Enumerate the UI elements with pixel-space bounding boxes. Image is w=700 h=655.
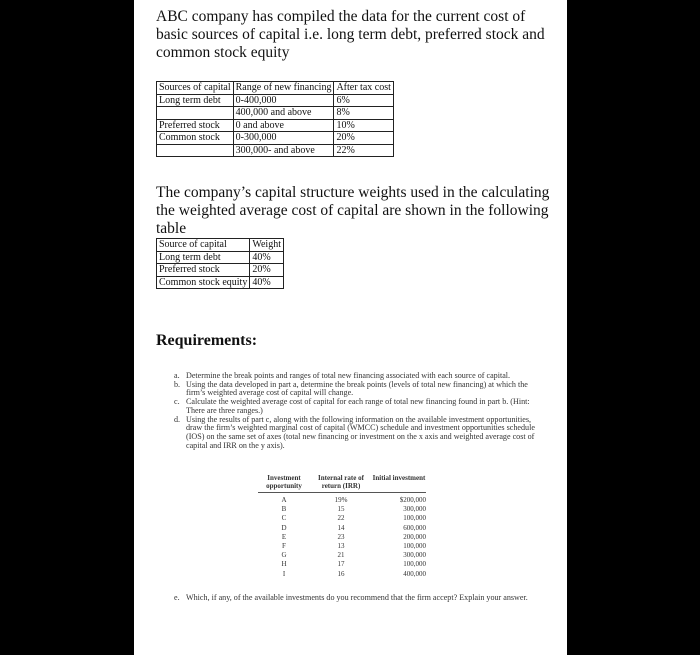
table-cell: 14 — [337, 523, 345, 532]
table-cell — [157, 107, 234, 120]
requirement-item — [174, 416, 546, 451]
table-row — [258, 570, 426, 579]
table-header-row — [157, 82, 394, 95]
requirements-heading: Requirements: — [156, 332, 258, 349]
table-cell: 100,000 — [403, 542, 426, 551]
table-row — [157, 119, 394, 132]
table-cell: 0-400,000 — [233, 94, 334, 107]
requirement-text: Using the data developed in part a, determine the break points (levels of total new financing) at which the firm’s weighted average cost of capital will change. — [186, 379, 528, 398]
table-cell: 15 — [337, 505, 345, 514]
table-cell: 400,000 and above — [233, 107, 334, 120]
table-cell: I — [282, 569, 286, 578]
table-cell: 40% — [250, 251, 284, 264]
table-cell: 22 — [337, 514, 345, 523]
table-row — [157, 132, 394, 145]
requirement-text: Determine the break points and ranges of total new financing associated with each source of capital. — [186, 371, 511, 380]
table-cell: 16 — [337, 569, 345, 578]
question-e-text: Which, if any, of the available investments do you recommend that the firm accept? Explain your answer. — [186, 593, 528, 602]
column-header: Source of capital — [157, 239, 250, 252]
table-cell: 10% — [334, 119, 393, 132]
column-header: Sources of capital — [157, 82, 234, 95]
table-header-row — [157, 239, 284, 252]
table-cell: 13 — [337, 542, 345, 551]
intro-paragraph: ABC company has compiled the data for the current cost of basic sources of capital i.e. long term debt, preferred stock and common stock equity — [156, 8, 545, 61]
table-cell: 600,000 — [403, 523, 426, 532]
table-cell: 400,000 — [403, 569, 426, 578]
table-cell: Common stock equity — [157, 276, 250, 289]
requirements-list — [174, 372, 546, 450]
table-row — [258, 524, 426, 533]
column-header: Initial investment — [372, 474, 426, 482]
table-row — [258, 551, 426, 560]
table-row — [258, 514, 426, 523]
requirement-label: d. — [174, 414, 181, 424]
document-page — [134, 0, 567, 655]
table-row — [157, 144, 394, 157]
column-header: Weight — [250, 239, 284, 252]
table-cell: 300,000 — [403, 551, 426, 560]
table-cell: C — [281, 514, 287, 523]
requirement-label: b. — [174, 379, 181, 389]
table-cell: 22% — [334, 144, 393, 157]
table-cell: $200,000 — [399, 496, 426, 504]
table-row — [258, 496, 426, 505]
column-header: Investment opportunity — [266, 474, 302, 490]
column-header: Range of new financing — [233, 82, 334, 95]
requirement-item — [174, 381, 546, 398]
table-cell: 0-300,000 — [233, 132, 334, 145]
table-cell: F — [282, 542, 286, 551]
table-cell: H — [281, 560, 287, 569]
table-cell: G — [281, 551, 287, 560]
investment-table-header — [258, 475, 426, 493]
table-cell: 17 — [337, 560, 345, 569]
table-cell: Preferred stock — [157, 264, 250, 277]
table-cell: 23 — [337, 532, 345, 541]
table-row — [157, 251, 284, 264]
table-cell: Common stock — [157, 132, 234, 145]
weights-paragraph: The company’s capital structure weights used in the calculating the weighted average cost of capital are shown in the following table — [156, 184, 550, 237]
requirement-label: a. — [174, 371, 180, 380]
table-cell: 100,000 — [403, 560, 426, 569]
investment-opportunities-table — [258, 475, 426, 579]
cost-of-capital-table — [156, 81, 394, 157]
question-e-label: e. — [174, 593, 180, 602]
table-cell: D — [281, 523, 287, 532]
table-cell: Long term debt — [157, 94, 234, 107]
table-cell: Preferred stock — [157, 119, 234, 132]
table-cell — [157, 144, 234, 157]
table-cell: 21 — [337, 551, 345, 560]
table-cell: 40% — [250, 276, 284, 289]
requirement-text: Calculate the weighted average cost of capital for each range of total new financing found in part b. (Hint: There are three ranges.) — [186, 397, 530, 415]
table-cell: 20% — [334, 132, 393, 145]
table-row — [157, 94, 394, 107]
requirement-label: c. — [174, 397, 180, 407]
table-cell: 300,000 — [403, 505, 426, 514]
table-row — [258, 533, 426, 542]
table-cell: 300,000- and above — [233, 144, 334, 157]
column-header: Internal rate of return (IRR) — [318, 474, 364, 490]
table-cell: 200,000 — [403, 532, 426, 541]
table-row — [258, 542, 426, 551]
table-row — [157, 107, 394, 120]
table-cell: 0 and above — [233, 119, 334, 132]
table-row — [258, 560, 426, 569]
table-cell: E — [281, 532, 287, 541]
table-cell: 6% — [334, 94, 393, 107]
table-row — [157, 264, 284, 277]
table-cell: 20% — [250, 264, 284, 277]
table-cell: Long term debt — [157, 251, 250, 264]
requirement-text: Using the results of part c, along with the following information on the available investment opportunities, draw the firm’s weighted marginal cost of capital (WMCC) schedule and investment opportunities schedule (IOS) on the same set of axes (total new financing or investment on the x axis and weighted average cost of capital and IRR on the y axis). — [186, 414, 535, 450]
table-cell: B — [281, 505, 287, 514]
table-cell: 19% — [334, 496, 348, 504]
table-row — [258, 505, 426, 514]
requirement-item — [174, 398, 546, 415]
table-cell: A — [281, 496, 287, 504]
table-row — [157, 276, 284, 289]
question-e — [174, 594, 546, 603]
table-cell: 100,000 — [403, 514, 426, 523]
column-header: After tax cost — [334, 82, 393, 95]
capital-weights-table — [156, 238, 284, 289]
table-cell: 8% — [334, 107, 393, 120]
